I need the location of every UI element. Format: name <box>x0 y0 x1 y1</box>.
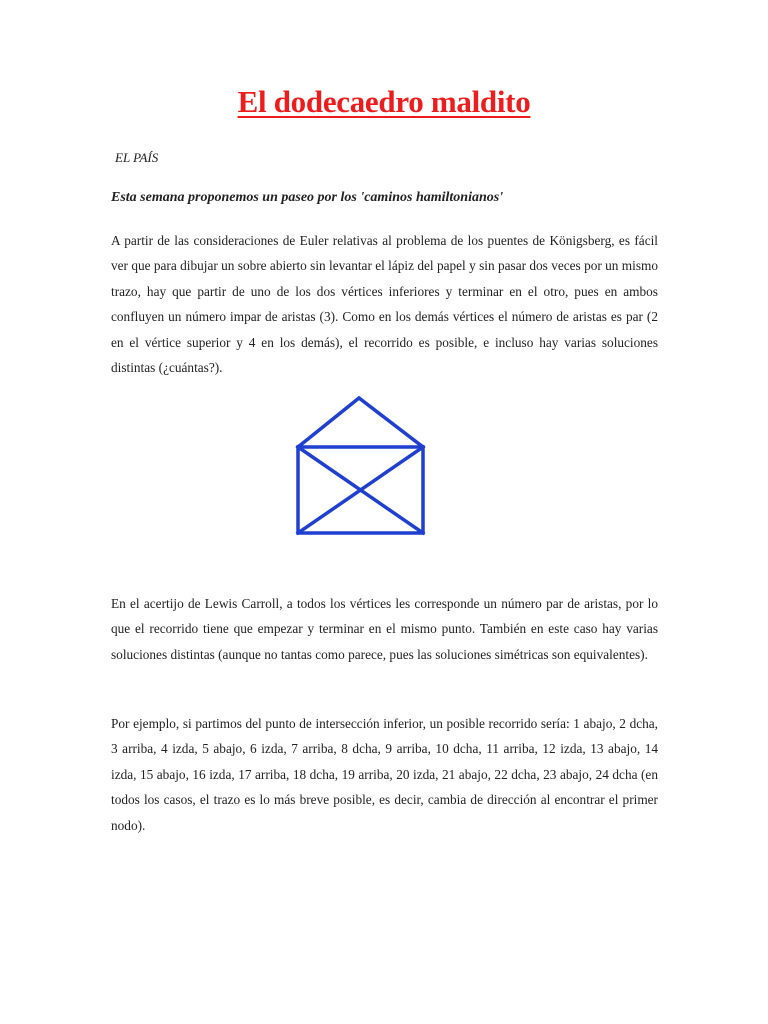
paragraph-1: A partir de las consideraciones de Euler relativas al problema de los puentes de Königsberg, es fácil ver que para dibujar un sobre abierto sin levantar el lápiz del papel y sin pasar dos veces por un mismo trazo, hay que partir de uno de los dos vértices inferiores y terminar en el otro, pues en ambos confluyen un número impar de aristas (3). Como en los demás vértices el número de aristas es par (2 en el vértice superior y 4 en los demás), el recorrido es posible, e incluso hay varias soluciones distintas (¿cuántas?). <box>111 233 658 376</box>
envelope-figure <box>290 390 435 540</box>
envelope-roof <box>298 398 423 447</box>
open-envelope-diagram-icon <box>290 390 435 540</box>
page-title: El dodecaedro maldito <box>237 84 531 119</box>
source-label: EL PAÍS <box>115 150 159 165</box>
subtitle: Esta semana proponemos un paseo por los 'caminos hamiltonianos' <box>111 190 504 205</box>
paragraph-3: Por ejemplo, si partimos del punto de intersección inferior, un posible recorrido sería: 1 abajo, 2 dcha, 3 arriba, 4 izda, 5 abajo, 6 izda, 7 arriba, 8 dcha, 9 arriba, 10 dcha, 11 arriba, 12 izda, 13 abajo, 14 izda, 15 abajo, 16 izda, 17 arriba, 18 dcha, 19 arriba, 20 izda, 21 abajo, 22 dcha, 23 abajo, 24 dcha (en todos los casos, el trazo es lo más breve posible, es decir, cambia de dirección al encontrar el primer nodo). <box>111 716 658 833</box>
paragraph-2: En el acertijo de Lewis Carroll, a todos los vértices les corresponde un número par de aristas, por lo que el recorrido tiene que empezar y terminar en el mismo punto. También en este caso hay varias soluciones distintas (aunque no tantas como parece, pues las soluciones simétricas son equivalentes). <box>111 596 658 662</box>
